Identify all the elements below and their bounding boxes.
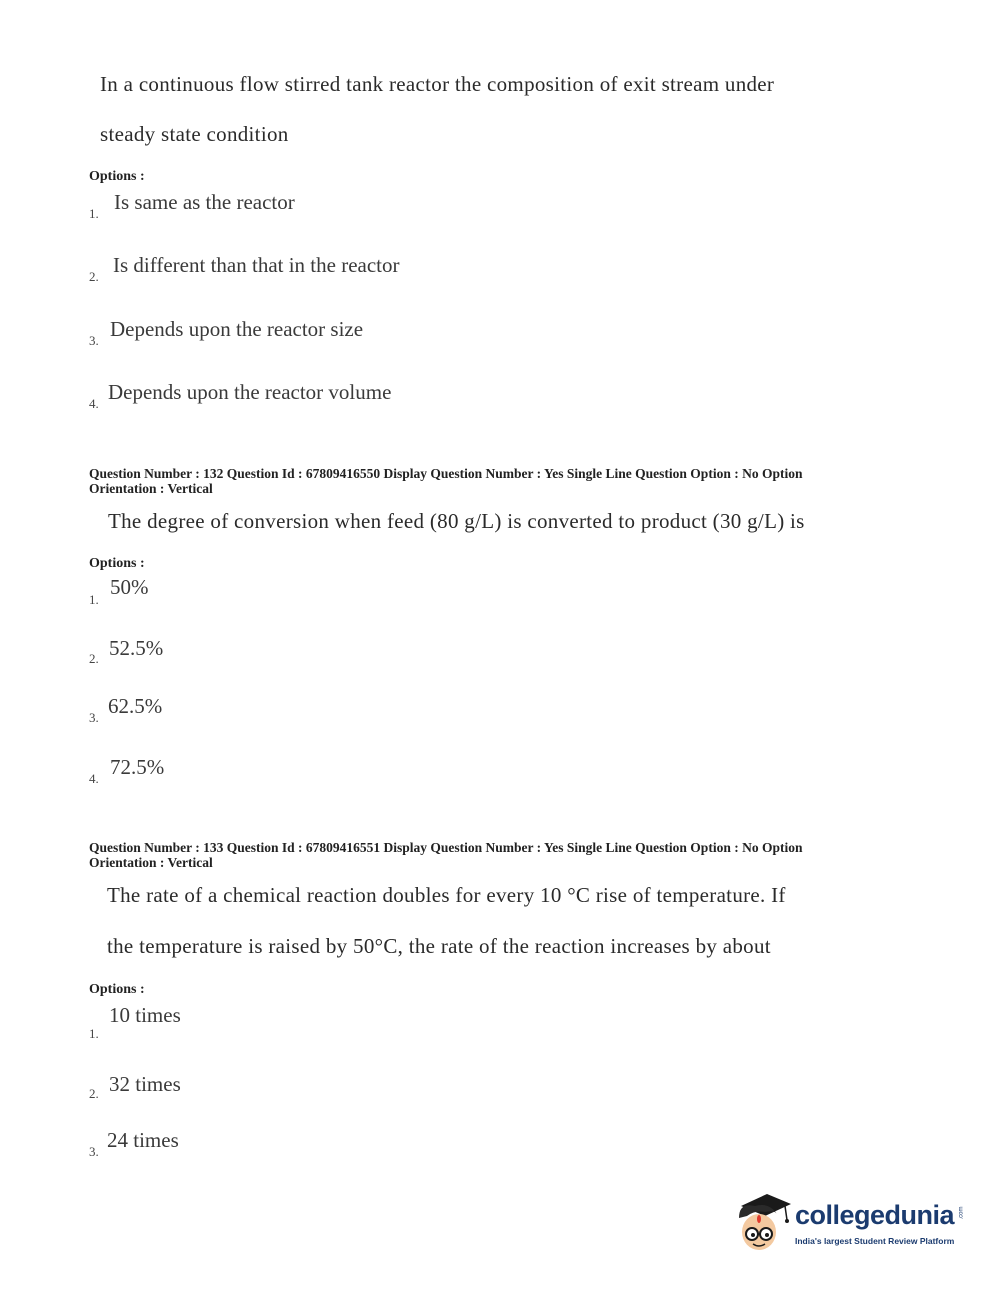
option-number: 2. — [89, 651, 99, 666]
logo-suffix: .com — [958, 1206, 965, 1220]
question-meta: Orientation : Vertical — [89, 481, 213, 496]
option-text: 32 times — [109, 1072, 181, 1096]
question-meta: Question Number : 133 Question Id : 67809416551 Display Question Number : Yes Single Line Question Option : No Option — [89, 840, 803, 855]
mascot-icon — [735, 1188, 793, 1258]
options-label: Options : — [89, 169, 145, 184]
option-number: 1. — [89, 1026, 99, 1041]
option-text: 24 times — [107, 1128, 179, 1152]
question-text-line: In a continuous flow stirred tank reactor the composition of exit stream under — [100, 72, 775, 96]
question-meta: Question Number : 132 Question Id : 67809416550 Display Question Number : Yes Single Line Question Option : No Option — [89, 466, 803, 481]
option-number: 4. — [89, 396, 99, 411]
question-text-line: The degree of conversion when feed (80 g/L) is converted to product (30 g/L) is — [108, 509, 805, 533]
question-meta: Orientation : Vertical — [89, 855, 213, 870]
option-text: Is different than that in the reactor — [113, 253, 400, 277]
option-text: 72.5% — [110, 755, 165, 779]
option-text: Is same as the reactor — [114, 190, 295, 214]
option-number: 1. — [89, 592, 99, 607]
option-text: 50% — [110, 575, 149, 599]
option-number: 3. — [89, 333, 99, 348]
question-text-line: The rate of a chemical reaction doubles for every 10 °C rise of temperature. If — [107, 883, 786, 907]
option-number: 2. — [89, 269, 99, 284]
option-number: 3. — [89, 710, 99, 725]
option-text: 52.5% — [109, 636, 164, 660]
question-text-line: steady state condition — [100, 122, 289, 146]
option-text: Depends upon the reactor volume — [108, 380, 392, 404]
question-text-line: the temperature is raised by 50°C, the rate of the reaction increases by about — [107, 934, 771, 958]
logo-tagline: India's largest Student Review Platform — [795, 1236, 955, 1246]
option-text: Depends upon the reactor size — [110, 317, 364, 341]
option-number: 2. — [89, 1086, 99, 1101]
option-text: 62.5% — [108, 694, 163, 718]
options-label: Options : — [89, 556, 145, 571]
collegedunia-logo — [735, 1188, 965, 1258]
option-number: 4. — [89, 771, 99, 786]
logo-wordmark: collegedunia — [795, 1200, 955, 1230]
option-number: 3. — [89, 1144, 99, 1159]
option-text: 10 times — [109, 1003, 181, 1027]
option-number: 1. — [89, 206, 99, 221]
options-label: Options : — [89, 982, 145, 997]
